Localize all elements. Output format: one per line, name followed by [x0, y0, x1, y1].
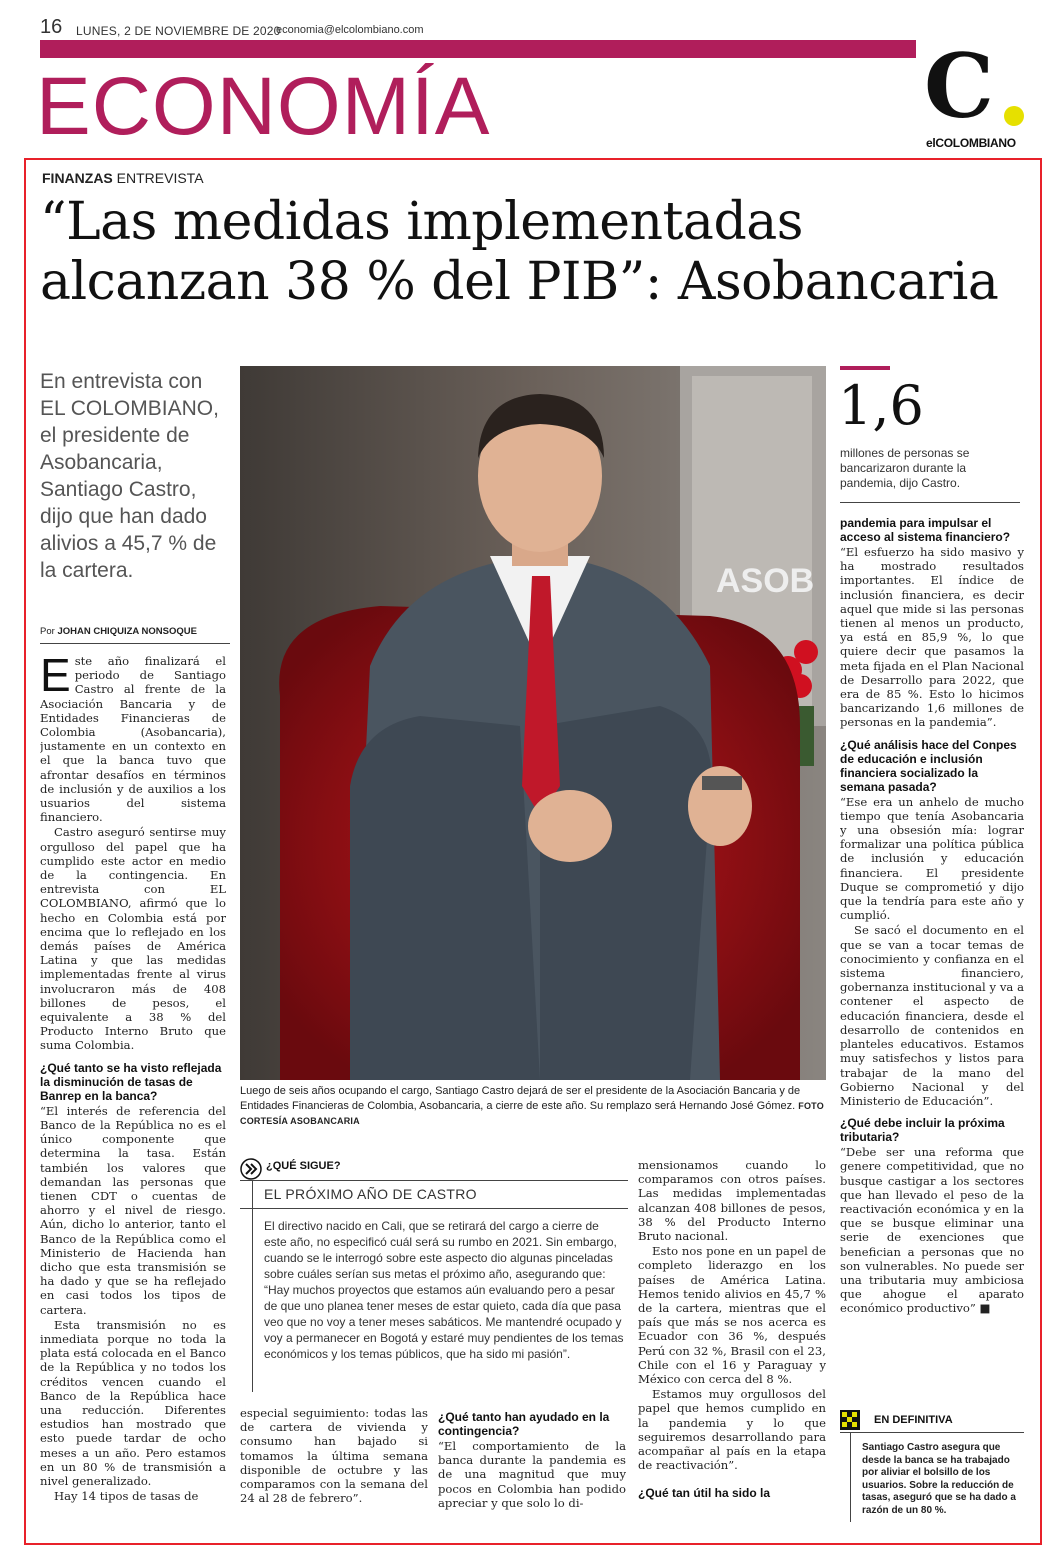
paragraph: “El esfuerzo ha sido masivo y ha mostrado resultados importantes. El índice de inclusión financiera, es decir aquel que mide si las personas tienen al menos un producto, ya está en 85,9 %, lo que quiere decir que pasamos la meta fijada en el Plan Nacional de Desarrollo para 2022, que era de 85 %. Esto lo hicimos bancarizando 1,6 millones de personas en la pandemia”.	[840, 545, 1024, 730]
paragraph: Esta transmisión no es inmediata porque no toda la plata está colocada en el Banco de la República y no todos los créditos vencen cuando el Banco de la República hace una reducción. Diferentes estudios han mostrado que esto puede tardar de ocho meses a un año. Pero estamos en un 80 % de transmisión a nivel generalizado.	[40, 1317, 226, 1488]
lede: En entrevista con EL COLOMBIANO, el presidente de Asobancaria, Santiago Castro, dijo que han dado alivios a 45,7 % de la cartera.	[40, 370, 219, 582]
sidebar-vertical-line	[252, 1180, 253, 1392]
kicker-type: ENTREVISTA	[112, 170, 204, 186]
paragraph: “Ese era un anhelo de mucho tiempo que tenía Asobancaria y una obsesión mía: lograr formalizar una política pública de inclusión y educación financiera. El presidente Duque se comprometió y dijo que la tendría para este año y cumplió.	[840, 794, 1024, 923]
chevron-right-icon	[240, 1158, 262, 1180]
paragraph: Hay 14 tipos de tasas de	[54, 1489, 199, 1504]
paragraph: Esto nos pone en un papel de completo liderazgo en los países de América Latina. Hemos tenido alivios en 45,7 % de la cartera, mientras que el país que más se nos acerca es Ecuador con 36 %, después Perú con 32 %, Brasil con el 23, Chile con el 16 y Paraguay y México con cerca del 8 %.	[638, 1244, 826, 1387]
summary-vertical-line	[850, 1432, 851, 1522]
paragraph: “El comportamiento de la banca durante la pandemia es de una magnitud que muy pocos en Colombia han podido apreciar y que solo lo di-	[438, 1439, 626, 1510]
paragraph: Estamos muy orgullosos del papel que hemos cumplido en la pandemia y lo que seguiremos desarrollando para acompañar al país en la etapa de reactivación”.	[638, 1387, 826, 1473]
stat-divider	[840, 502, 1020, 503]
interview-question: ¿Qué análisis hace del Conpes de educación e inclusión financiera socializado la semana pasada?	[840, 737, 1017, 794]
interview-question: pandemia para impulsar el acceso al sistema financiero?	[840, 516, 1011, 544]
caption-text: Luego de seis años ocupando el cargo, Santiago Castro dejará de ser el presidente de la Asociación Bancaria y de Entidades Financieras de Colombia, Asobancaria, a cierre de este año. Su remplazo será Hernando José Gómez.	[240, 1085, 801, 1112]
sidebar-body: El directivo nacido en Cali, que se retirará del cargo a cierre de este año, no especificó cuál será su rumbo en 2021. Sin embargo, cuando se le interrogó sobre este aspecto dio algunas pinceladas sobre cuáles serían sus metas el próximo año, asegurando que: “Hay muchos proyectos que estamos aún evaluando pero a pesar de que uno planea tener meses de estar quieto, cada día que pasa veo que no voy a tener meses sabáticos. Me mantendré ocupado y voy a permanecer en Bogotá y estaré muy pendientes de los temas económicos y los temas públicos, que ha sido mi pasión”.	[264, 1219, 624, 1361]
paragraph: ste año finalizará el periodo de Santiago Castro al frente de la Asociación Bancaria y de Entidades Financieras de Colombia (Asobancaria), justamente en un contexto en el que la banca tuvo que afrontar desafíos en términos de inclusión y de auxilios a los usuarios del sistema financiero.	[40, 654, 226, 825]
sidebar-divider	[240, 1180, 628, 1181]
body-column-1	[40, 654, 226, 1520]
kicker-category: FINANZAS	[42, 170, 113, 186]
interview-question: ¿Qué debe incluir la próxima tributaria?	[840, 1116, 1005, 1145]
stat-accent-bar	[840, 366, 890, 370]
dateline: LUNES, 2 DE NOVIEMBRE DE 2020	[76, 24, 281, 38]
page-number: 16	[40, 16, 63, 38]
summary-divider	[840, 1432, 1024, 1433]
sidebar-divider	[240, 1208, 628, 1209]
photo-caption	[240, 1084, 830, 1129]
paragraph: mensionamos cuando lo comparamos con otros países. Las medidas implementadas alcanzan 408 billones de pesos, 38 % del Producto Interno Bruto nacional.	[638, 1158, 826, 1244]
article-kicker	[42, 170, 204, 186]
sidebar-box	[240, 1158, 628, 1398]
photo-credit: FOTO CORTESÍA ASOBANCARIA	[240, 1101, 824, 1126]
checkered-icon	[840, 1410, 860, 1430]
logo-name: elCOLOMBIANO	[926, 136, 1016, 150]
paragraph: Castro aseguró sentirse muy orgulloso del papel que ha cumplido este actor en medio de la contingencia. En entrevista con EL COLOMBIANO, afirmó que lo hecho en Colombia está por encima que lo reflejado en los demás países de América Latina y que las medidas implementadas frente al virus involucraron más de 408 billones de pesos, el equivalente a 38 % del Producto Interno Bruto que suma Colombia.	[40, 825, 226, 1053]
headline: “Las medidas implementadas alcanzan 38 % del PIB”: Asobancaria	[40, 192, 999, 312]
sidebar-kicker: ¿QUÉ SIGUE?	[266, 1160, 341, 1172]
summary-body: Santiago Castro asegura que desde la banca se ha trabajado por aliviar el bolsillo de los usuarios. Sobre la reducción de tasas, aseguró que se ha dado a razón de un 80 %.	[862, 1442, 1016, 1516]
summary-title: EN DEFINITIVA	[874, 1414, 953, 1426]
body-column-2	[240, 1406, 428, 1526]
wall-sign-text: ASOB	[716, 562, 815, 600]
stat-value: 1,6	[838, 374, 924, 437]
summary-box	[840, 1402, 1024, 1526]
section-color-bar	[40, 40, 916, 58]
paragraph: Se sacó el documento en el que se van a tocar temas de conocimiento y confianza en el sistema financiero, gobernanza institucional y va a contener el aspecto de educación financiera, desde el desarrollo de contenidos en planteles educativos. Estamos muy satisfechos y listos para trabajar de la mano del Gobierno Nacional y del Ministerio de Educación”.	[840, 923, 1024, 1108]
logo-letter: C	[924, 34, 995, 138]
body-column-4	[638, 1158, 826, 1530]
byline-author: JOHAN CHIQUIZA NONSOQUE	[57, 626, 197, 637]
paragraph: especial seguimiento: todas las de cartera de vivienda y consumo han bajado si tomamos la última semana disponible de octubre y las comparamos con la semana del 24 al 28 de febrero”.	[240, 1406, 428, 1506]
interview-question: ¿Qué tanto se ha visto reflejada la disminución de tasas de Banrep en la banca?	[40, 1060, 222, 1103]
logo-dot	[1004, 106, 1024, 126]
photo-illustration	[240, 366, 826, 1080]
byline	[40, 626, 230, 644]
stat-caption: millones de personas se bancarizaron durante la pandemia, dijo Castro.	[840, 446, 970, 490]
body-column-5	[840, 516, 1024, 1380]
drop-cap: E	[40, 654, 71, 701]
interview-question: ¿Qué tanto han ayudado en la contingencia?	[438, 1410, 610, 1438]
body-column-3	[438, 1410, 626, 1528]
interview-question: ¿Qué tan útil ha sido la	[638, 1486, 771, 1501]
article-photo	[240, 366, 826, 1080]
section-title: ECONOMÍA	[36, 61, 491, 152]
paragraph: “Debe ser una reforma que genere competitividad, que no busque castigar a los sectores que han llevado el peso de la reactivación económica y en la que se busque eliminar una serie de exenciones que benefician a personas que no son vulnerables. No puede ser una tributaria muy ambiciosa que ahogue el aparato económico productivo” ■	[840, 1145, 1024, 1316]
byline-prefix: Por	[40, 626, 58, 637]
newspaper-logo	[924, 34, 1034, 152]
sidebar-title: EL PRÓXIMO AÑO DE CASTRO	[264, 1186, 477, 1202]
section-email[interactable]: economia@elcolombiano.com	[276, 24, 424, 36]
paragraph: “El interés de referencia del Banco de la República no es el único componente que determina la tasa. Están también los valores que demandan las personas que tienen CDT o cuentas de ahorro y el nivel de riesgo. Aún, dicho lo anterior, tanto el Banco de la República como el Ministerio de Hacienda han dicho que esta transmisión se ha dado y que se ha reflejado en casi todos los tipos de cartera.	[40, 1103, 226, 1317]
